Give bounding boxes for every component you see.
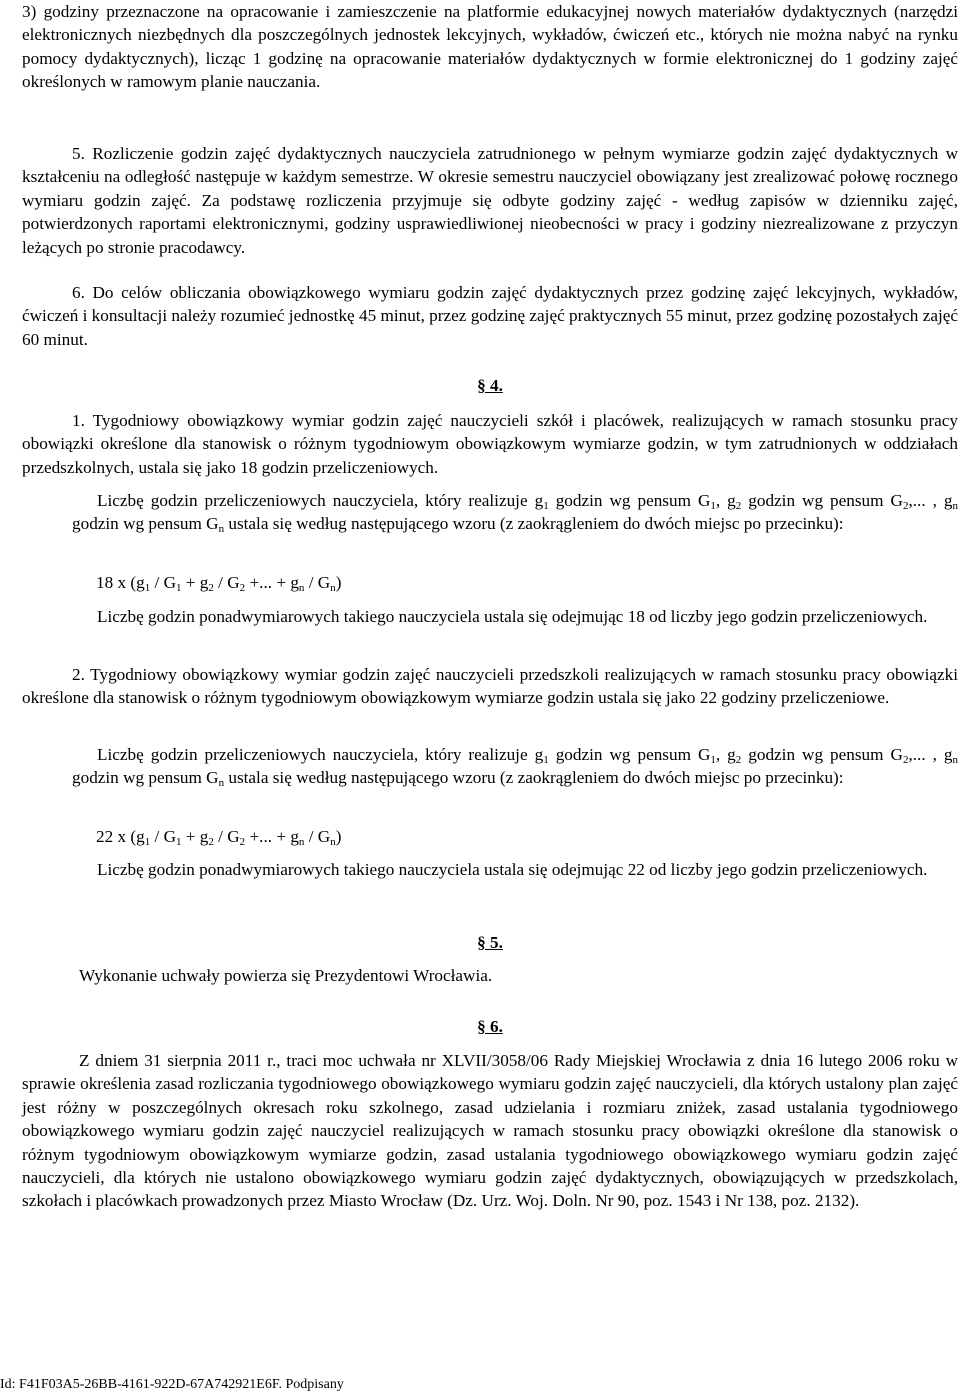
section-4-heading: § 4. (477, 376, 503, 395)
formula2-a: 22 x (g (96, 827, 145, 846)
calc2-a: Liczbę godzin przeliczeniowych nauczyciela, który realizuje g (97, 745, 544, 764)
formula2-g: ) (335, 827, 342, 846)
calc1-a: Liczbę godzin przeliczeniowych nauczyciela, który realizuje g (97, 491, 544, 510)
calc1-s4: 2 (902, 500, 909, 512)
formula1-s6: n (330, 582, 336, 594)
formula2-s4: 2 (239, 836, 246, 848)
calc2-g: ustala się według następującego wzoru (z zaokrągleniem do dwóch miejsc po przecinku): (224, 768, 844, 788)
section-4-point-1: 1. Tygodniowy obowiązkowy wymiar godzin zajęć nauczycieli szkół i placówek, realizujących w ramach stosunku pracy obowiązki określone dla stanowisk o różnym tygodniowym obowiązkowym wymiarze godzin, w tym zatrudnionych w oddziałach przedszkolnych, ustala się jako 18 godzin przeliczeniowych. (22, 411, 958, 477)
calc2-s6: n (218, 777, 225, 790)
paragraph-6: 6. Do celów obliczania obowiązkowego wymiaru godzin zajęć dydaktycznych przez godzinę zajęć lekcyjnych, wykładów, ćwiczeń i konsultacji należy rozumieć jednostkę 45 minut, przez godzinę zajęć praktycznych 55 minut, przez godzinę pozostałych zajęć 60 minut. (22, 283, 958, 349)
section-6-text: Z dniem 31 sierpnia 2011 r., traci moc uchwała nr XLVII/3058/06 Rady Miejskiej Wrocławia z dnia 16 lutego 2006 roku w sprawie określenia zasad rozliczania tygodniowego obowiązkowego wymiaru godzin zajęć nauczycieli, dla których ustalony plan zajęć jest różny w poszczególnych okresach roku szkolnego, zasad udzielania i rozmiaru zniżek, zasad ustalania tygodniowego obowiązkowego wymiaru godzin zajęć nauczyciel realizujących w ramach stosunku pracy obowiązki określone dla stanowisk o różnym tygodniowym obowiązkowym wymiarze godzin, zasad ustalania tygodniowego obowiązkowego wymiaru godzin zajęć nauczycieli, dla których nie ustalono obowiązkowego wymiaru godzin zajęć dydaktycznych, obowiązujących w przedszkolach, szkołach i placówkach prowadzonych przez Miasto Wrocław (Dz. Urz. Woj. Doln. Nr 90, poz. 1543 i Nr 138, poz. 2132). (22, 1051, 958, 1211)
formula2-c: + g (181, 827, 209, 846)
calc2-s4: 2 (902, 754, 909, 766)
calc1-s2: 1 (710, 500, 716, 512)
formula-1 (96, 571, 958, 594)
calc2-s3: 2 (735, 754, 742, 766)
paragraph-5: 5. Rozliczenie godzin zajęć dydaktycznych nauczyciela zatrudnionego w pełnym wymiarze godzin zajęć dydaktycznych w kształceniu na odległość następuje w każdym semestrze. W okresie semestru nauczyciel obowiązany jest zrealizować połowę rocznego wymiaru godzin zajęć. Za podstawę rozliczenia przyjmuje się odbyte godziny zajęć - według zapisów w dzienniku zajęć, potwierdzonych raportami elektronicznymi, godziny usprawiedliwionej nieobecności w pracy i godziny niezrealizowane z przyczyn leżących po stronie pracodawcy. (22, 144, 958, 257)
formula2-s5: n (298, 836, 305, 848)
calc2-s2: 1 (710, 754, 716, 766)
overtime-rule-1: Liczbę godzin ponadwymiarowych takiego nauczyciela ustala się odejmując 18 od liczby jego godzin przeliczeniowych. (97, 607, 928, 626)
calc2-f: godzin wg pensum G (72, 768, 219, 788)
calc1-g: ustala się według następującego wzoru (z zaokrągleniem do dwóch miejsc po przecinku): (224, 514, 844, 534)
calculation-rule-1 (72, 489, 958, 536)
overtime-rule-2: Liczbę godzin ponadwymiarowych takiego nauczyciela ustala się odejmując 22 od liczby jego godzin przeliczeniowych. (97, 860, 928, 879)
section-5-text: Wykonanie uchwały powierza się Prezydentowi Wrocławia. (79, 966, 493, 985)
formula1-g: ) (335, 573, 342, 592)
formula2-d: / G (213, 827, 240, 846)
formula1-d: / G (213, 573, 240, 592)
formula2-s6: n (330, 836, 336, 848)
formula-2 (96, 825, 958, 848)
formula1-f: / G (304, 573, 331, 592)
calc1-c: , g (715, 491, 736, 510)
calc1-s3: 2 (735, 500, 742, 512)
formula1-s3: 2 (208, 582, 214, 594)
calculation-rule-2 (72, 743, 958, 790)
section-6-heading: § 6. (477, 1017, 503, 1036)
formula1-e: +... + g (245, 573, 299, 592)
document-id-footer: Id: F41F03A5-26BB-4161-922D-67A742921E6F. Podpisany (0, 1377, 344, 1392)
calc2-e: ,... , g (908, 745, 953, 764)
formula1-s2: 1 (175, 582, 182, 594)
formula2-s3: 2 (208, 836, 214, 848)
calc1-f: godzin wg pensum G (72, 514, 219, 534)
formula1-c: + g (181, 573, 209, 592)
calc2-b: godzin wg pensum G (548, 745, 711, 764)
formula1-s4: 2 (239, 582, 246, 594)
calc1-b: godzin wg pensum G (548, 491, 711, 510)
item-3: 3) godziny przeznaczone na opracowanie i zamieszczenie na platformie edukacyjnej nowych materiałów dydaktycznych (narzędzi elektronicznych niezbędnych dla poszczególnych jednostek lekcyjnych, wykładów, ćwiczeń etc., których nie można nabyć na rynku pomocy dydaktycznych), licząc 1 godzinę na opracowanie materiałów dydaktycznych w formie elektronicznej do 1 godziny zajęć określonych w ramowym planie nauczania. (22, 2, 958, 92)
calc2-s5: n (952, 754, 959, 766)
calc2-s1: 1 (543, 754, 549, 766)
calc2-c: , g (715, 745, 736, 764)
formula1-s5: n (298, 582, 305, 594)
formula2-b: / G (150, 827, 176, 846)
calc1-s6: n (218, 523, 225, 536)
formula2-e: +... + g (245, 827, 299, 846)
calc1-d: godzin wg pensum G (741, 491, 903, 510)
calc1-e: ,... , g (908, 491, 953, 510)
calc2-d: godzin wg pensum G (741, 745, 903, 764)
calc1-s5: n (952, 500, 959, 512)
formula2-s1: 1 (144, 836, 151, 848)
formula1-s1: 1 (144, 582, 151, 594)
formula1-b: / G (150, 573, 176, 592)
section-5-heading: § 5. (477, 933, 503, 952)
calc1-s1: 1 (543, 500, 549, 512)
section-4-point-2: 2. Tygodniowy obowiązkowy wymiar godzin zajęć nauczycieli przedszkoli realizujących w ramach stosunku pracy obowiązki określone dla stanowisk o różnym tygodniowym obowiązkowym wymiarze godzin ustala się jako 22 godziny przeliczeniowe. (22, 665, 958, 708)
formula1-a: 18 x (g (96, 573, 145, 592)
formula2-s2: 1 (175, 836, 182, 848)
formula2-f: / G (304, 827, 331, 846)
